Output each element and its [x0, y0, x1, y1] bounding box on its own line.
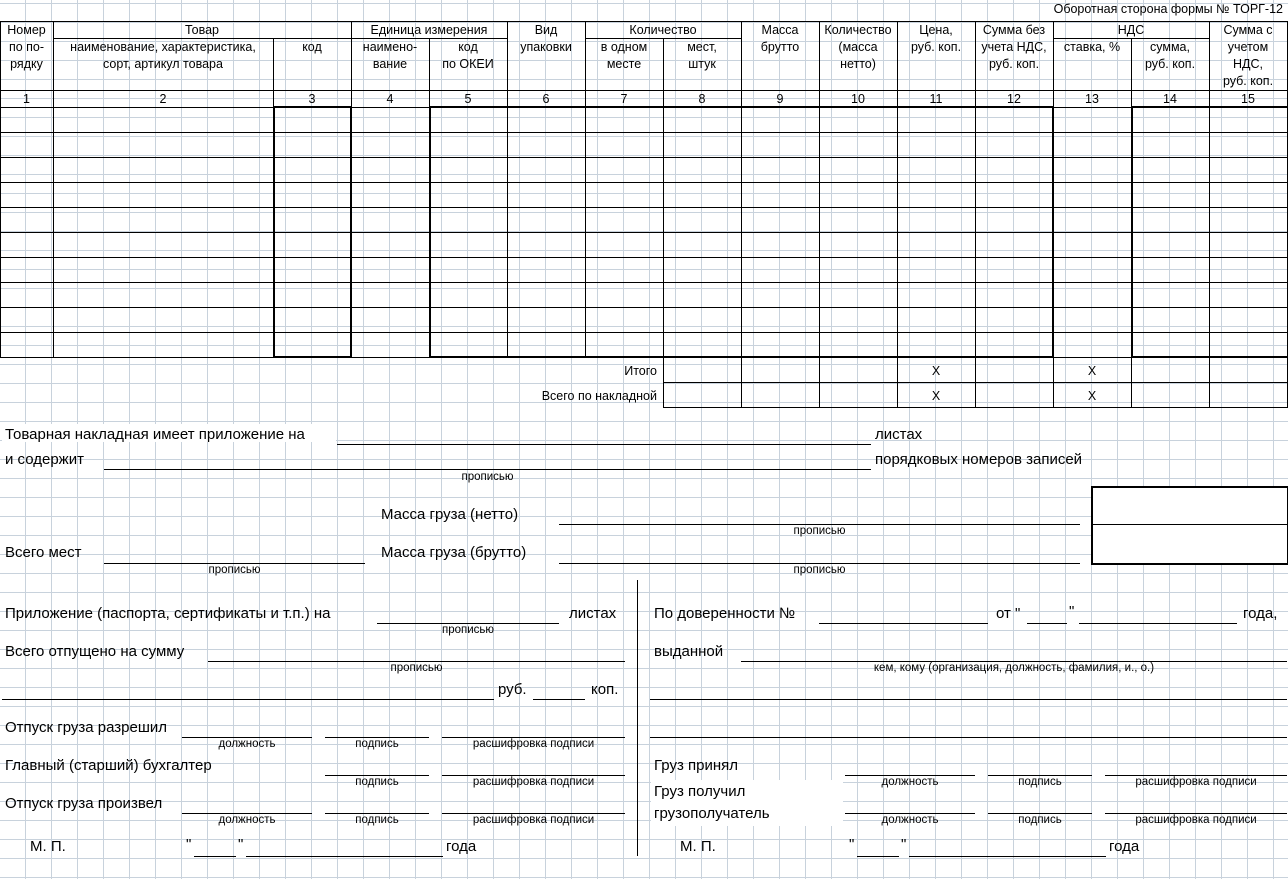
col-number: 1: [23, 92, 30, 106]
attachment-label: Приложение (паспорта, сертификаты и т.п.) на: [5, 605, 331, 622]
appendix-label: Товарная накладная имеет приложение на: [5, 426, 305, 443]
header-net: Количество: [824, 23, 892, 37]
header-qty-one-2: месте: [606, 57, 642, 71]
header-vat-sum-2: руб. коп.: [1144, 57, 1196, 71]
header-vat-sum: сумма,: [1150, 40, 1190, 54]
propisyu-hint: прописью: [208, 564, 261, 576]
release-allowed-label: Отпуск груза разрешил: [5, 719, 167, 736]
position-hint: должность: [881, 776, 939, 788]
vsego-price-x: X: [931, 389, 941, 403]
header-num: Номер: [7, 23, 46, 37]
propisyu-hint: прописью: [793, 525, 846, 537]
header-qty-places-2: штук: [688, 57, 716, 71]
quote: ": [1069, 603, 1075, 620]
signature-decode-hint: расшифровка подписи: [1135, 776, 1257, 788]
quote: ": [238, 836, 244, 853]
signature-hint: подпись: [355, 738, 399, 750]
header-sum-novat: Сумма без: [982, 23, 1046, 37]
vsego-label: Всего по накладной: [541, 389, 657, 403]
right-month-field[interactable]: [909, 856, 1106, 857]
col-number: 5: [464, 92, 472, 106]
poa-number-field[interactable]: [819, 623, 988, 624]
left-day-field[interactable]: [194, 856, 236, 857]
header-qty: Количество: [629, 23, 697, 37]
header-gross-2: брутто: [760, 40, 800, 54]
header-unit-name: наимено-: [362, 40, 418, 54]
col-number: 6: [542, 92, 550, 106]
header-unit-name-2: вание: [372, 57, 408, 71]
col-number: 8: [698, 92, 706, 106]
header-vat-rate: ставка, %: [1063, 40, 1121, 54]
signature-hint: подпись: [1018, 814, 1062, 826]
places-total-label: Всего мест: [5, 544, 82, 561]
propisyu-hint: прописью: [390, 662, 443, 674]
mass-box: [1091, 486, 1288, 565]
header-gross: Масса: [761, 23, 799, 37]
mp-left: М. П.: [30, 838, 66, 855]
itogo-vat-x: X: [1087, 364, 1097, 378]
quote: ": [849, 836, 855, 853]
propisyu-hint: прописью: [793, 564, 846, 576]
contains-label: и содержит: [5, 451, 84, 468]
gross-mass-label: Масса груза (брутто): [381, 544, 527, 561]
header-qty-places: мест,: [687, 40, 717, 54]
issued-by-field-2[interactable]: [650, 699, 1287, 700]
header-net-3: нетто): [840, 57, 876, 71]
header-num-3: рядку: [10, 57, 43, 71]
header-goods-name-2: сорт, артикул товара: [103, 57, 223, 71]
col-number: 15: [1241, 92, 1255, 106]
col-number: 13: [1085, 92, 1099, 106]
header-qty-one: в одном: [600, 40, 648, 54]
release-done-label: Отпуск груза произвел: [5, 795, 163, 812]
header-pack: Вид: [534, 23, 558, 37]
cargo-accepted-label: Груз принял: [654, 757, 739, 774]
header-unit-okei-2: по ОКЕИ: [442, 57, 494, 71]
right-day-field[interactable]: [857, 856, 899, 857]
net-mass-label: Масса груза (нетто): [381, 506, 519, 523]
mp-right: М. П.: [680, 838, 716, 855]
col-number: 7: [620, 92, 628, 106]
header-sum-novat-2: учета НДС,: [981, 40, 1047, 54]
header-net-2: (масса: [838, 40, 878, 54]
kop-label: коп.: [591, 681, 619, 698]
quote: ": [186, 836, 192, 853]
position-hint: должность: [881, 814, 939, 826]
records-label: порядковых номеров записей: [875, 451, 1083, 468]
col-number: 14: [1163, 92, 1177, 106]
header-sum-vat-4: руб. коп.: [1222, 74, 1274, 88]
col-number: 2: [159, 92, 167, 106]
attachment-sheets-label: листах: [569, 605, 617, 622]
issued-by-field-3[interactable]: [650, 737, 1287, 738]
signature-decode-hint: расшифровка подписи: [472, 738, 595, 750]
header-price: Цена,: [919, 23, 953, 37]
section-divider: [637, 580, 638, 856]
col-number: 10: [851, 92, 865, 106]
signature-hint: подпись: [355, 814, 399, 826]
header-num-2: по по-: [8, 40, 45, 54]
poa-year-label: года,: [1243, 605, 1278, 622]
itogo-price-x: X: [931, 364, 941, 378]
header-unit-okei: код: [458, 40, 478, 54]
col-number: 9: [776, 92, 784, 106]
header-price-2: руб. коп.: [910, 40, 962, 54]
sheets-label: листах: [875, 426, 923, 443]
header-goods-code: код: [302, 40, 322, 54]
poa-month-field[interactable]: [1079, 623, 1237, 624]
header-goods: Товар: [184, 23, 219, 37]
position-hint: должность: [218, 738, 276, 750]
released-sum-label: Всего отпущено на сумму: [5, 643, 185, 660]
cargo-received-label: Груз получил: [654, 783, 746, 800]
records-count-field[interactable]: [104, 469, 871, 470]
quote: ": [901, 836, 907, 853]
itogo-label: Итого: [624, 364, 657, 378]
col-number: 3: [308, 92, 316, 106]
poa-from-label: от ": [996, 605, 1021, 622]
propisyu-hint: прописью: [461, 471, 514, 483]
header-sum-vat-3: НДС,: [1233, 57, 1263, 71]
cargo-received-label-2: грузополучатель: [654, 805, 770, 822]
header-vat: НДС: [1117, 23, 1145, 37]
poa-day-field[interactable]: [1027, 623, 1067, 624]
left-month-field[interactable]: [246, 856, 443, 857]
year-label-left: года: [446, 838, 477, 855]
position-hint: должность: [218, 814, 276, 826]
header-sum-novat-3: руб. коп.: [988, 57, 1040, 71]
signature-hint: подпись: [1018, 776, 1062, 788]
issued-label: выданной: [654, 643, 724, 660]
poa-label: По доверенности №: [654, 605, 796, 622]
header-pack-2: упаковки: [520, 40, 572, 54]
chief-accountant-label: Главный (старший) бухгалтер: [5, 757, 212, 774]
vsego-vat-x: X: [1087, 389, 1097, 403]
header-sum-vat-2: учетом: [1227, 40, 1269, 54]
signature-decode-hint: расшифровка подписи: [472, 814, 595, 826]
year-label-right: года: [1109, 838, 1140, 855]
header-unit: Единица измерения: [370, 23, 488, 37]
appendix-sheets-field[interactable]: [337, 444, 871, 445]
col-number: 11: [929, 92, 943, 106]
signature-decode-hint: расшифровка подписи: [1135, 814, 1257, 826]
propisyu-hint: прописью: [441, 624, 495, 636]
released-sum-field-2[interactable]: [2, 699, 494, 700]
header-sum-vat: Сумма с: [1223, 23, 1273, 37]
issued-by-hint: кем, кому (организация, должность, фамилия, и., о.): [873, 662, 1155, 674]
signature-hint: подпись: [355, 776, 399, 788]
header-goods-name: наименование, характеристика,: [70, 40, 256, 54]
col-number: 12: [1007, 92, 1021, 106]
col-number: 4: [386, 92, 394, 106]
form-title: Оборотная сторона формы № ТОРГ-12: [1053, 2, 1283, 16]
signature-decode-hint: расшифровка подписи: [472, 776, 595, 788]
kop-field[interactable]: [533, 699, 585, 700]
rub-label: руб.: [498, 681, 527, 698]
